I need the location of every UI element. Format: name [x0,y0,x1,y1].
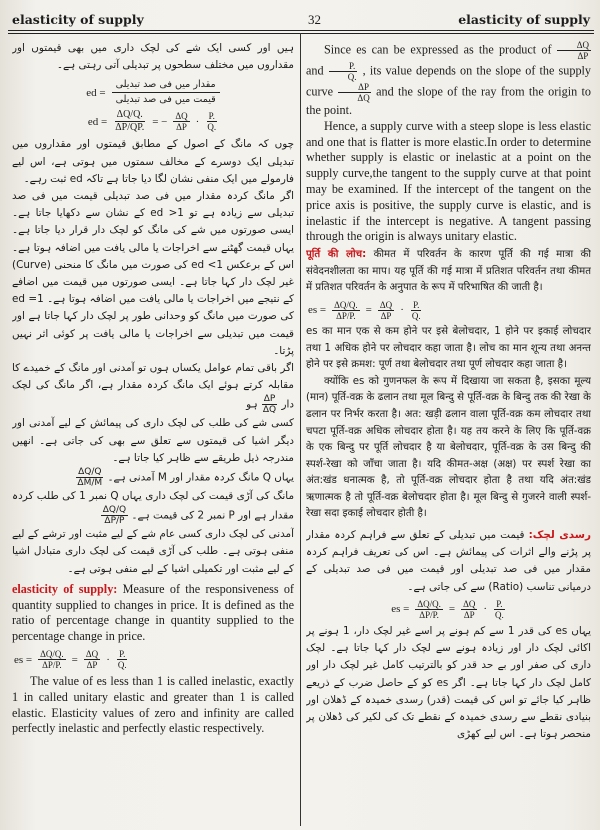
es-left-f1 [38,649,66,670]
epf3-num: ΔP [338,82,371,93]
ur-f3-num: P. [496,598,503,609]
ur-f2-num: ΔQ [463,598,476,609]
ed-f2-num: ΔQ [175,111,188,122]
es-formula-urdu: es = $\frac{\Delta Q/Q.}{\Delta P/P.}$ = $\frac{\Delta Q}{\Delta P}$ · $\frac{P.}{Q.}$ [391,598,504,620]
hindi-definition-text: कीमत में परिवर्तन के कारण पूर्ति की गई मात्रा की संवेदनशीलता का माप। यह पूर्ति की गई मात्रा में प्रतिशत परिवर्तन तथा कीमत में प्रतिशत परिवर्तन के अनुपात के रूप में परिभाषित की जाती है। [306,249,591,294]
es-label-hindi: es = [308,304,327,317]
hindi-slope-paragraph: क्योंकि es को गुणनफल के रूप में दिखाया जा सकता है, इसका मूल्य (मान) पूर्ति-वक्र के ढलान तथा मूल बिन्दु से पूर्ति-वक्र के बिन्दु तक की रेखा के ढलान पर निर्भर करता है। अत: खड़ी ढलान वाला पूर्ति-वक्र कम लोचदार तथा चपटा पूर्ति-वक्र अधिक लोचदार होता है। यह तय करने के लिए कि पूर्ति-वक्र के एक बिन्दु पर पूर्ति लोचदार है या बेलोचदार, पूर्ति-वक्र के उस बिन्दु की स्पर्श-रेखा को जाँचा जाता है। यदि कीमत-अक्ष (अक्ष) पर स्पर्श रेखा का अंत:खंड धनात्मक है, तो पूर्ति-वक्र लोचदार होता है तथा यदि अंत:खंड ऋणात्मक है तो पूर्ति-वक्र बेलोचदार होता है। मूल बिन्दु से गुजरने वाली स्पर्श-रेखा सदा इकाई लोचदार होती है। [306,375,591,520]
urdu-supply-definition [306,527,591,596]
income-elasticity-fraction [75,467,104,488]
epf2-den: Q. [347,72,357,82]
income-f-den: ΔQ [262,405,277,416]
english-slope-paragraph: Hence, a supply curve with a steep slope is less elastic and one that is flatter is more elastic.In order to determine whether supply is elastic or inelastic at a point on the supply curve,the tangent to the supply curve at that point may be examined. If the intercept of the tangent on the price axis is positive, the supply curve is elastic, and is inelastic if the intercept is negative. A tangent passing through the origin is always unitary elastic. [306,118,591,244]
left-column [12,40,294,824]
ed-symbolic-formula: ed = $\frac{\Delta Q/Q.}{\Delta P/QP.}$ = − $\frac{\Delta Q}{\Delta P}$ · $\frac{P.}{Q.}$ [87,109,217,134]
urdu-income-text: اگر باقی تمام عوامل یکساں ہوں تو آمدنی اور مانگ کے خمیدے کا مقابلہ کرتے ہوئے ایک مانگ کردہ مقدار ہے، اگر مانگ کی لچک دار [12,362,294,411]
header-right-title: elasticity of supply [458,12,590,27]
ur-f3-den: Q. [495,609,504,620]
es-product-frac-2 [328,61,359,82]
es-left-f1-den: ΔP/P. [42,660,62,671]
page-number: 32 [308,12,321,27]
hi-f2-den: ΔP [380,310,392,321]
header-rule-thin [8,33,594,34]
hi-f1-num: ΔQ/Q. [334,299,358,310]
ed-urdu-formula [12,78,294,107]
page-header [8,6,594,32]
ie-den: ΔM/M [77,478,103,489]
ed-f2-den: ΔP [176,122,187,133]
es-left-f3 [116,649,129,670]
urdu-paragraph-cross: کسی شے کی طلب کی لچک داری کی پیمائش کے لیے آمدنی اور دیگر اشیا کی قیمتوں سے تعلق سے بھی کی جاتی ہے۔ انھیں مندرجہ ذیل طریقے سے ظاہر کیا جاتا ہے۔ [12,417,294,464]
english-definition [12,582,294,645]
es-formula-hindi: es = $\frac{\Delta Q/Q.}{\Delta P/P.}$ = $\frac{\Delta Q}{\Delta P}$ · $\frac{P.}{Q.}$ [308,299,421,321]
ed-fraction-1 [113,109,146,134]
es-left-f3-num: P. [119,649,126,660]
urdu-income-formula-line [12,467,294,488]
epf1-den: ΔP [577,51,589,61]
es-left-f3-den: Q. [117,660,127,671]
hindi-values-paragraph: es का मान एक से कम होने पर इसे बेलोचदार, 1 होने पर इकाई लोचदार तथा 1 अधिक होने पर लोचदार कहा जाता है। लोच का मान शून्य तथा अनन्त होने पर इसे क्रमश: पूर्ण तथा बेलोचदार तथा पूर्ण लोचदार कहा जाता है। [306,325,591,371]
es-label-urdu: es = [391,603,410,616]
hi-f3-den: Q. [411,310,421,321]
es-product-text-b: and [306,63,324,78]
es-product-text-a: Since es can be expressed as the product of [324,42,552,57]
ur-f3 [493,599,506,620]
term-elasticity-of-supply: elasticity of supply: [12,581,118,596]
ur-f1 [415,599,443,620]
hi-f3 [410,300,423,321]
es-left-f1-num: ΔQ/Q. [40,649,64,660]
term-hindi-elasticity: पूर्ति की लोच: [306,249,367,261]
es-left-f2 [84,649,100,670]
ed-urdu-fraction [112,78,220,107]
urdu-paragraph-income [12,360,294,415]
ed-urdu-denominator: قیمت میں فی صد تبدیلی [115,94,216,106]
urdu-paragraph-elastic-cases: اگر مانگ کردہ مقدار میں فی صد تبدیلی قیمت میں فی صد تبدیلی سے زیادہ ہے تو ed >1 کے نشان سے دکھایا جاتا ہے۔ ایسی صورتوں میں شے کی مانگ کو لچک دار قرار دیا جاتا ہے۔ یہاں قیمت گھٹنے سے اخراجات یا مالی یافت میں اضافہ ہوتا ہے۔ اس کے برعکس ed <1 کی صورت میں مانگ کا منحنی (Curve) غیر لچک دار کہا جاتا ہے۔ ایسی صورتوں میں قیمت میں اضافے کے نتیجے میں اخراجات یا مالی یافت میں اضافہ ہوتا ہے۔ ed =1 کی صورت میں مانگ کو وحدانی طور پر لچک دار کہا جاتا ہے اور قیمت میں تبدیلی سے اخراجات یا مالی یافت پر کوئی اثر نہیں پڑتا۔ [12,190,294,357]
ed-fraction-3 [205,111,218,132]
ed2-label: ed = [87,115,108,128]
es-product-text-c: , its value depends on the slope of the supply curve [306,63,591,99]
ur-f1-den: ΔP/P. [419,609,439,620]
hi-f1 [332,300,360,321]
urdu-supply-definition-text: قیمت میں تبدیلی کے تعلق سے فراہم کردہ مقدار پر پڑنے والے اثرات کی پیمائش ہے۔ اس کی تعریف فراہم کردہ مقدار میں فی صد تبدیلی اور قیمت میں فی صد تبدیلی کے درمیانی تناسب (Ratio) سے کی جاتی ہے۔ [306,529,591,593]
ed-label: ed = [86,86,106,99]
es-formula-left: es = $\frac{\Delta Q/Q.}{\Delta P/P.}$ = $\frac{\Delta Q}{\Delta P}$ · $\frac{P.}{Q.}$ [14,649,127,671]
ur-f1-num: ΔQ/Q. [417,598,441,609]
urdu-supply-values: یہاں es کی قدر 1 سے کم ہونے پر اسے غیر لچک دار، 1 ہونے پر اکائی لچک دار اور زیادہ ہونے سے لچک دار کہا جاتا ہے۔ لچک داری کی صفر اور بے حد قدر کو بالترتیب کامل غیر لچک دار اور کامل لچک دار کہا جاتا ہے۔ اگر es کو کے حاصل ضرب کے ذریعے ظاہر کیا جائے تو اس کی قیمت (قدر) رسدی خمیدہ کے ڈھلان اور بنیادی نقطے سے رسدی خمیدہ کے نقطے تک کی لکیر کی ڈھلان پر منحصر ہوتا ہے۔ اس لیے کھڑی [306,624,591,741]
es-product-frac-1 [557,40,591,61]
english-es-values: The value of es less than 1 is called inelastic, exactly 1 in called unitary elastic and greater than 1 is called elastic. Elasticity values of zero and infinity are called perfectly inelastic and perfectly elastic respectively. [12,674,294,736]
ce-num: ΔQ/Q [102,505,127,516]
epf3-den: ΔQ [357,93,370,103]
income-suffix: ہو [246,398,258,411]
es-product-text-d: and the slope of the ray from the origin to the point. [306,84,591,117]
header-left-title: elasticity of supply [12,12,144,27]
ed-f3-num: P. [208,111,215,122]
es-left-f2-den: ΔP [86,660,98,671]
urdu-cross-formula-text: مانگ کی آڑی قیمت کی لچک داری یہاں Q نمبر 1 کی طلب کردہ مقدار ہے اور P نمبر 2 کی قیمت ہے۔ [12,490,294,522]
hindi-definition [306,247,591,297]
hi-f2 [378,300,394,321]
urdu-paragraph-intro: ہیں اور کسی ایک شے کی لچک داری میں بھی قیمتوں اور مقداروں میں مختلف سطحوں پر تبدیلی آتی رہتی ہے۔ [12,42,294,72]
ie-num: ΔQ/Q [78,467,102,478]
ur-f2 [461,599,477,620]
hi-f1-den: ΔP/P. [336,310,356,321]
hi-f3-num: P. [413,299,420,310]
english-es-product [306,40,591,119]
epf2-num: P. [329,61,357,72]
epf1-num: ΔQ [557,40,591,51]
ed-urdu-numerator: مقدار میں فی صد تبدیلی [112,78,220,93]
right-column [306,40,591,824]
urdu-paragraph-negative-sign: چوں کہ مانگ کے اصول کے مطابق قیمتوں اور مقداروں میں تبدیلی ایک دوسرے کے مخالف سمتوں میں ہوتی ہے، اس لیے فارمولے میں ایک منفی نشان لگا دیا جاتا ہے تاکہ ed ثبت رہے۔ [12,138,294,185]
es-left-f2-num: ΔQ [85,649,99,660]
urdu-paragraph-signs: آمدنی کی لچک داری کسی عام شے کے لیے مثبت اور ترشے کے لیے منفی ہوتی ہے۔ طلب کی آڑی قیمت کی لچک داری متبادل اشیا کے لیے مثبت اور تکمیلی اشیا کے لیے منفی ہوتی ہے۔ [12,528,294,575]
term-urdu-elasticity: رسدی لچک: [528,529,591,542]
hi-f2-num: ΔQ [379,299,393,310]
income-f-num: ΔP [263,394,276,405]
column-divider [300,33,301,826]
es-label-left: es = [14,653,33,666]
definition-text: Measure of the responsiveness of quantity supplied to changes in price. It is defined as the ratio of percentage change in quantity supplied to the percentage change in price. [12,581,294,644]
header-rule-thick [8,30,594,31]
urdu-income-formula-text: یہاں Q مانگ کردہ مقدار اور M آمدنی ہے۔ [107,471,294,484]
ce-den: ΔP/P [104,516,125,527]
es-product-frac-3 [337,82,371,103]
ed-fraction-2 [173,111,189,132]
cross-elasticity-fraction [101,505,128,526]
income-fraction [261,394,278,415]
ed-f3-den: Q. [207,122,217,133]
ur-f2-den: ΔP [463,609,475,620]
urdu-cross-formula-line [12,488,294,526]
ed-f1-num: ΔQ/Q. [116,109,143,121]
ed-f1-den: ΔP/QP. [115,122,145,134]
